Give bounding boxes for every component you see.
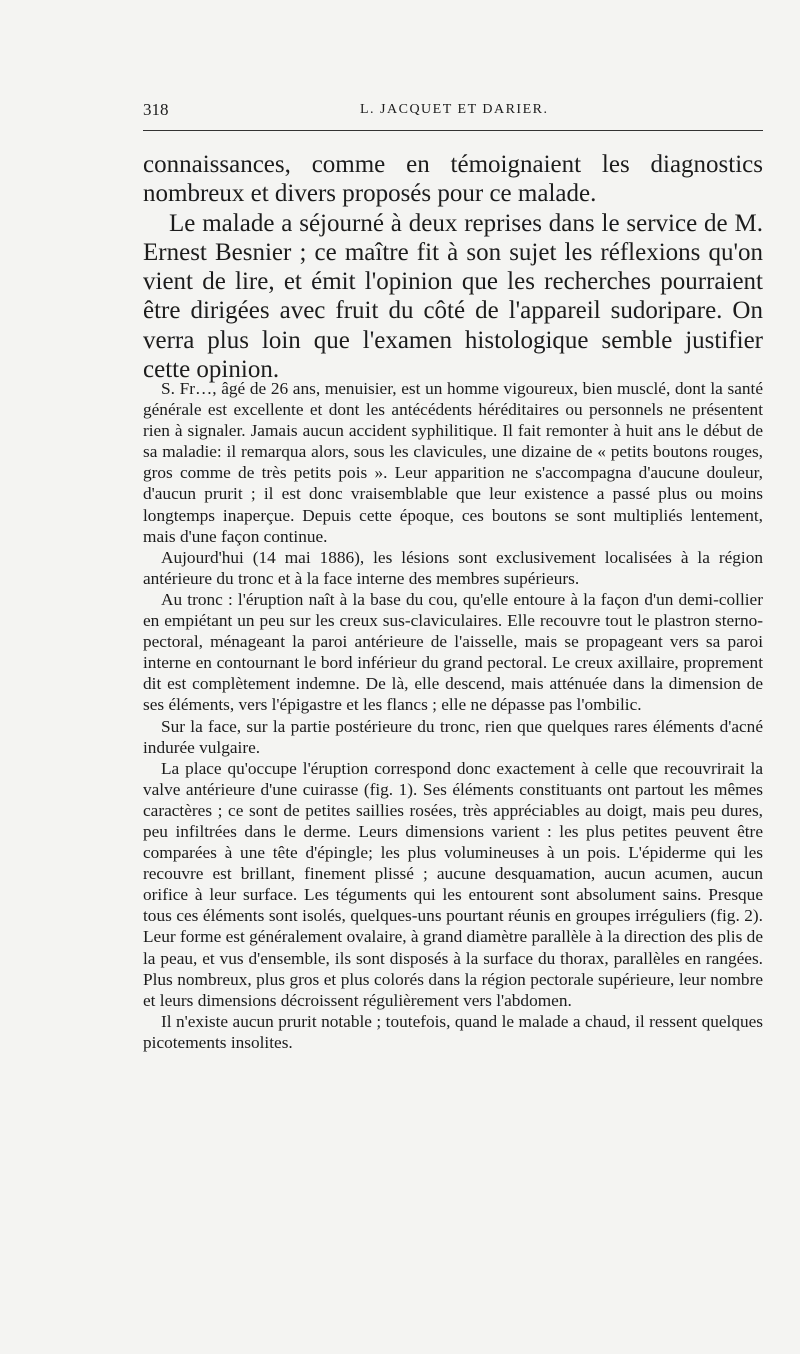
intro-paragraph-2: Le malade a séjourné à deux reprises dans le service de M. Ernest Besnier ; ce maître fit à son sujet les réflexions qu'on vient de lire, et émit l'opinion que les recherches pourraient être dirigées avec fruit du côté de l'appareil sudoripare. On verra plus loin que l'examen histologique semble justifier cette opinion.: [143, 209, 763, 384]
case-paragraph-1: S. Fr…, âgé de 26 ans, menuisier, est un homme vigoureux, bien musclé, dont la santé générale est excellente et dont les antécédents héréditaires ou personnels ne présentent rien à signaler. Jamais aucun accident syphilitique. Il fait remonter à huit ans le début de sa maladie: il remarqua alors, sous les clavicules, une dizaine de « petits boutons rouges, gros comme de très petits pois ». Leur apparition ne s'accompagna d'aucune douleur, d'aucun prurit ; il est donc vraisemblable que leur existence a passé plus ou moins longtemps inaperçue. Depuis cette époque, ces boutons se sont multipliés lentement, mais d'une façon continue.: [143, 379, 763, 546]
intro-text: [143, 150, 763, 384]
page-header: [143, 100, 763, 124]
case-report: [143, 378, 763, 1053]
case-paragraph-2: Aujourd'hui (14 mai 1886), les lésions sont exclusivement localisées à la région antérieure du tronc et à la face interne des membres supérieurs.: [143, 547, 763, 588]
case-paragraph-5: La place qu'occupe l'éruption correspond donc exactement à celle que recouvrirait la valve antérieure d'une cuirasse (fig. 1). Ses éléments constituants ont partout les mêmes caractères ; ce sont de petites saillies rosées, très appréciables au doigt, mais peu dures, peu infiltrées dans le derme. Leurs dimensions varient : les plus petites peuvent être comparées à une tête d'épingle; les plus volumineuses à un pois. L'épiderme qui les recouvre est brillant, finement plissé ; aucune desquamation, aucun acumen, aucun orifice à leur surface. Les téguments qui les entourent sont absolument sains. Presque tous ces éléments sont isolés, quelques-uns pourtant réunis en groupes irréguliers (fig. 2). Leur forme est généralement ovalaire, à grand diamètre parallèle à la direction des plis de la peau, et vus d'ensemble, ils sont disposés à la surface du thorax, parallèles en rangées. Plus nombreux, plus gros et plus colorés dans la région pectorale supérieure, leur nombre et leurs dimensions décroissent régulièrement vers l'abdomen.: [143, 758, 763, 1010]
case-paragraph-6: Il n'existe aucun prurit notable ; toutefois, quand le malade a chaud, il ressent quelques picotements insolites.: [143, 1011, 763, 1052]
case-paragraph-4: Sur la face, sur la partie postérieure du tronc, rien que quelques rares éléments d'acné indurée vulgaire.: [143, 716, 763, 757]
running-head: L. JACQUET ET DARIER.: [360, 102, 549, 117]
page-number: 318: [143, 100, 169, 119]
header-rule: [143, 130, 763, 131]
case-paragraph-3: Au tronc : l'éruption naît à la base du cou, qu'elle entoure à la façon d'un demi-collier en empiétant un peu sur les creux sus-claviculaires. Elle recouvre tout le plastron sterno-pectoral, ménageant la paroi antérieure de l'aisselle, mais se propageant vers sa paroi interne en contournant le bord inférieur du grand pectoral. Le creux axillaire, proprement dit est complètement indemne. De là, elle descend, mais atténuée dans la dimension de ses éléments, vers l'épigastre et les flancs ; elle ne dépasse pas l'ombilic.: [143, 589, 763, 715]
intro-paragraph-1: connaissances, comme en témoignaient les diagnostics nombreux et divers proposés pour ce malade.: [143, 151, 763, 208]
